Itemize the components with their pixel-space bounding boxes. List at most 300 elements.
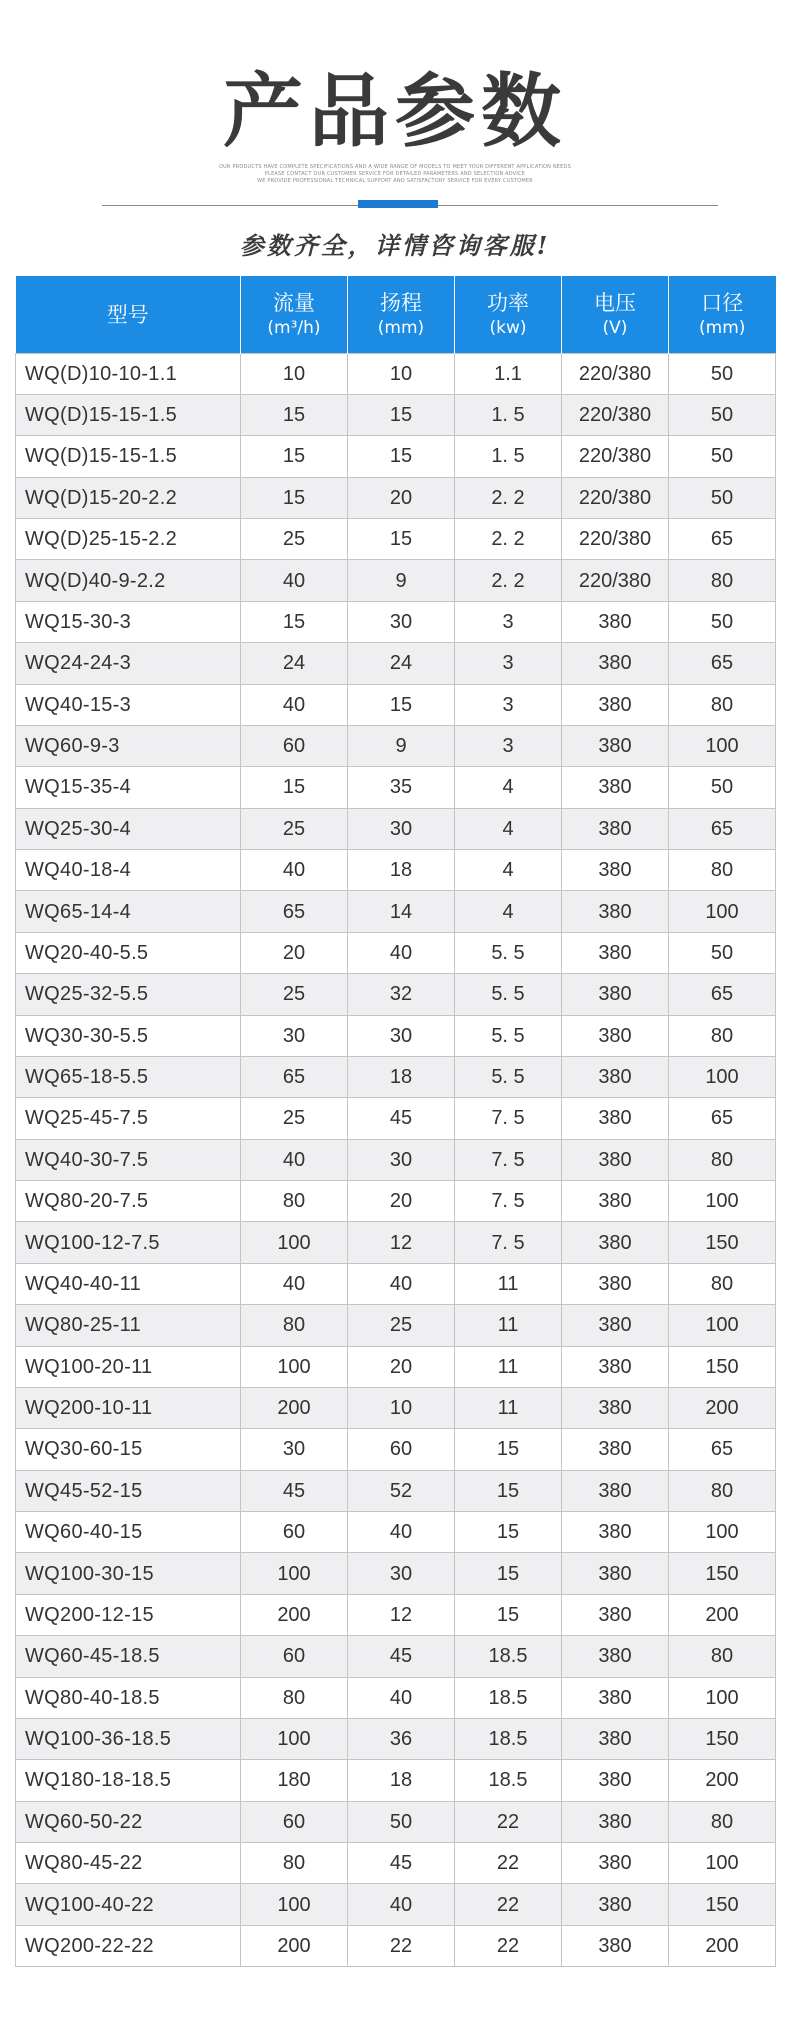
cell-model: WQ30-30-5.5 <box>16 1015 241 1056</box>
cell-caliber: 80 <box>669 1139 776 1180</box>
cell-caliber: 80 <box>669 850 776 891</box>
cell-voltage: 380 <box>562 643 669 684</box>
cell-head: 36 <box>348 1718 455 1759</box>
cell-power: 7. 5 <box>455 1098 562 1139</box>
cell-flow: 25 <box>241 808 348 849</box>
cell-power: 22 <box>455 1884 562 1925</box>
cell-voltage: 380 <box>562 1760 669 1801</box>
cell-model: WQ80-40-18.5 <box>16 1677 241 1718</box>
cell-caliber: 200 <box>669 1387 776 1428</box>
cell-caliber: 200 <box>669 1760 776 1801</box>
cell-voltage: 380 <box>562 684 669 725</box>
parameter-table <box>15 276 776 1967</box>
table-row <box>16 1677 776 1718</box>
cell-power: 11 <box>455 1305 562 1346</box>
table-row <box>16 850 776 891</box>
cell-voltage: 380 <box>562 1346 669 1387</box>
cell-flow: 200 <box>241 1387 348 1428</box>
header-caliber-label: 口径 <box>701 291 744 316</box>
header-voltage-label: 电压 <box>594 291 636 316</box>
cell-flow: 100 <box>241 1222 348 1263</box>
table-row <box>16 436 776 477</box>
cell-head: 25 <box>348 1305 455 1346</box>
cell-voltage: 380 <box>562 1139 669 1180</box>
cell-caliber: 80 <box>669 1015 776 1056</box>
table-row <box>16 1263 776 1304</box>
table-row <box>16 1139 776 1180</box>
cell-model: WQ40-18-4 <box>16 850 241 891</box>
cell-flow: 200 <box>241 1594 348 1635</box>
table-row <box>16 1429 776 1470</box>
table-row <box>16 1636 776 1677</box>
cell-head: 12 <box>348 1594 455 1635</box>
cell-model: WQ(D)15-15-1.5 <box>16 436 241 477</box>
table-row <box>16 519 776 560</box>
table-row <box>16 1884 776 1925</box>
cell-voltage: 380 <box>562 1098 669 1139</box>
cell-flow: 45 <box>241 1470 348 1511</box>
table-row <box>16 1801 776 1842</box>
cell-power: 7. 5 <box>455 1222 562 1263</box>
header-head <box>348 276 455 353</box>
cell-power: 15 <box>455 1429 562 1470</box>
cell-head: 40 <box>348 1677 455 1718</box>
cell-caliber: 50 <box>669 932 776 973</box>
cell-voltage: 380 <box>562 974 669 1015</box>
cell-flow: 65 <box>241 1056 348 1097</box>
header-power-unit: (kw) <box>489 318 527 339</box>
header-model-label: 型号 <box>106 303 149 328</box>
table-header-row <box>16 276 776 353</box>
cell-power: 3 <box>455 643 562 684</box>
cell-voltage: 380 <box>562 808 669 849</box>
table-row <box>16 1843 776 1884</box>
cell-head: 18 <box>348 850 455 891</box>
cell-model: WQ60-9-3 <box>16 725 241 766</box>
cell-head: 10 <box>348 1387 455 1428</box>
cell-voltage: 380 <box>562 1594 669 1635</box>
cell-power: 22 <box>455 1801 562 1842</box>
cell-model: WQ65-14-4 <box>16 891 241 932</box>
cell-flow: 200 <box>241 1925 348 1966</box>
table-row <box>16 1760 776 1801</box>
cell-power: 2. 2 <box>455 477 562 518</box>
cell-voltage: 380 <box>562 1553 669 1594</box>
cell-model: WQ60-45-18.5 <box>16 1636 241 1677</box>
cell-head: 52 <box>348 1470 455 1511</box>
table-row <box>16 1056 776 1097</box>
table-row <box>16 1181 776 1222</box>
cell-power: 15 <box>455 1512 562 1553</box>
cell-caliber: 100 <box>669 1677 776 1718</box>
table-row <box>16 932 776 973</box>
cell-head: 45 <box>348 1636 455 1677</box>
cell-caliber: 100 <box>669 1056 776 1097</box>
cell-flow: 40 <box>241 1263 348 1304</box>
header-flow <box>241 276 348 353</box>
cell-caliber: 80 <box>669 1263 776 1304</box>
cell-voltage: 220/380 <box>562 394 669 435</box>
cell-flow: 15 <box>241 477 348 518</box>
cell-flow: 25 <box>241 519 348 560</box>
cell-voltage: 380 <box>562 1387 669 1428</box>
table-row <box>16 353 776 394</box>
cell-voltage: 380 <box>562 1677 669 1718</box>
cell-caliber: 150 <box>669 1718 776 1759</box>
cell-flow: 20 <box>241 932 348 973</box>
cell-caliber: 150 <box>669 1222 776 1263</box>
header-caliber <box>669 276 776 353</box>
header-power-label: 功率 <box>487 291 529 316</box>
cell-power: 3 <box>455 684 562 725</box>
cell-head: 30 <box>348 1015 455 1056</box>
cell-flow: 60 <box>241 1512 348 1553</box>
cell-caliber: 150 <box>669 1553 776 1594</box>
table-row <box>16 1305 776 1346</box>
cell-model: WQ100-40-22 <box>16 1884 241 1925</box>
cell-voltage: 380 <box>562 1470 669 1511</box>
cell-voltage: 220/380 <box>562 560 669 601</box>
cell-head: 35 <box>348 767 455 808</box>
table-row <box>16 1098 776 1139</box>
table-row <box>16 974 776 1015</box>
cell-voltage: 220/380 <box>562 519 669 560</box>
header-voltage <box>562 276 669 353</box>
cell-flow: 15 <box>241 767 348 808</box>
cell-model: WQ100-30-15 <box>16 1553 241 1594</box>
cell-caliber: 80 <box>669 1801 776 1842</box>
cell-voltage: 380 <box>562 932 669 973</box>
cell-flow: 30 <box>241 1429 348 1470</box>
cell-caliber: 65 <box>669 1429 776 1470</box>
cell-head: 15 <box>348 436 455 477</box>
header-caliber-unit: (mm) <box>699 318 746 339</box>
table-row <box>16 1594 776 1635</box>
cell-caliber: 80 <box>669 560 776 601</box>
header-power <box>455 276 562 353</box>
cell-head: 18 <box>348 1056 455 1097</box>
table-row <box>16 725 776 766</box>
cell-model: WQ100-36-18.5 <box>16 1718 241 1759</box>
cell-caliber: 80 <box>669 1470 776 1511</box>
cell-head: 15 <box>348 394 455 435</box>
header-voltage-unit: (V) <box>602 318 628 339</box>
cell-model: WQ45-52-15 <box>16 1470 241 1511</box>
cell-flow: 25 <box>241 974 348 1015</box>
cell-voltage: 380 <box>562 725 669 766</box>
cell-power: 1. 5 <box>455 436 562 477</box>
cell-flow: 10 <box>241 353 348 394</box>
cell-power: 22 <box>455 1843 562 1884</box>
cell-flow: 30 <box>241 1015 348 1056</box>
cell-model: WQ200-22-22 <box>16 1925 241 1966</box>
table-row <box>16 684 776 725</box>
cell-model: WQ(D)10-10-1.1 <box>16 353 241 394</box>
cell-flow: 100 <box>241 1718 348 1759</box>
table-row <box>16 1346 776 1387</box>
cell-model: WQ25-30-4 <box>16 808 241 849</box>
cell-flow: 65 <box>241 891 348 932</box>
cell-voltage: 380 <box>562 1305 669 1346</box>
cell-head: 40 <box>348 1263 455 1304</box>
cell-flow: 80 <box>241 1305 348 1346</box>
cell-head: 30 <box>348 1139 455 1180</box>
cell-caliber: 100 <box>669 1512 776 1553</box>
cell-flow: 15 <box>241 394 348 435</box>
cell-head: 50 <box>348 1801 455 1842</box>
cell-head: 45 <box>348 1843 455 1884</box>
cell-caliber: 50 <box>669 477 776 518</box>
table-row <box>16 601 776 642</box>
cell-power: 7. 5 <box>455 1139 562 1180</box>
cell-power: 18.5 <box>455 1718 562 1759</box>
cell-voltage: 380 <box>562 1181 669 1222</box>
cell-power: 3 <box>455 725 562 766</box>
cell-voltage: 380 <box>562 1056 669 1097</box>
cell-flow: 80 <box>241 1843 348 1884</box>
table-body <box>16 353 776 1967</box>
cell-model: WQ(D)40-9-2.2 <box>16 560 241 601</box>
cell-head: 9 <box>348 560 455 601</box>
cell-flow: 80 <box>241 1677 348 1718</box>
cell-flow: 40 <box>241 850 348 891</box>
table-row <box>16 891 776 932</box>
cell-caliber: 100 <box>669 1305 776 1346</box>
cell-caliber: 50 <box>669 394 776 435</box>
cell-caliber: 50 <box>669 353 776 394</box>
header-head-label: 扬程 <box>380 291 422 316</box>
cell-caliber: 65 <box>669 1098 776 1139</box>
cell-voltage: 380 <box>562 1843 669 1884</box>
cell-power: 1. 5 <box>455 394 562 435</box>
title-accent-bar <box>358 200 438 208</box>
cell-voltage: 380 <box>562 1718 669 1759</box>
cell-voltage: 380 <box>562 601 669 642</box>
cell-voltage: 380 <box>562 850 669 891</box>
cell-power: 18.5 <box>455 1677 562 1718</box>
english-subtitle-line: OUR PRODUCTS HAVE COMPLETE SPECIFICATIONS AND A WIDE RANGE OF MODELS TO MEET YOUR DIFFERENT APPLICATION NEEDS <box>219 164 571 170</box>
cell-power: 2. 2 <box>455 560 562 601</box>
cell-caliber: 100 <box>669 1843 776 1884</box>
cell-power: 2. 2 <box>455 519 562 560</box>
cell-power: 15 <box>455 1470 562 1511</box>
cell-head: 12 <box>348 1222 455 1263</box>
cell-head: 9 <box>348 725 455 766</box>
cell-voltage: 380 <box>562 1884 669 1925</box>
cell-head: 15 <box>348 684 455 725</box>
cell-head: 22 <box>348 1925 455 1966</box>
cell-caliber: 80 <box>669 684 776 725</box>
page-title: 产品参数 <box>223 65 567 158</box>
cell-caliber: 80 <box>669 1636 776 1677</box>
cell-power: 4 <box>455 808 562 849</box>
cell-power: 18.5 <box>455 1760 562 1801</box>
cell-power: 7. 5 <box>455 1181 562 1222</box>
table-row <box>16 1470 776 1511</box>
cell-head: 18 <box>348 1760 455 1801</box>
cell-flow: 15 <box>241 436 348 477</box>
cell-head: 30 <box>348 601 455 642</box>
cell-flow: 40 <box>241 560 348 601</box>
cell-model: WQ25-45-7.5 <box>16 1098 241 1139</box>
cell-head: 15 <box>348 519 455 560</box>
cell-model: WQ80-25-11 <box>16 1305 241 1346</box>
cell-voltage: 220/380 <box>562 436 669 477</box>
cell-caliber: 100 <box>669 891 776 932</box>
cell-caliber: 150 <box>669 1346 776 1387</box>
table-row <box>16 1222 776 1263</box>
cell-flow: 60 <box>241 1801 348 1842</box>
cell-model: WQ40-30-7.5 <box>16 1139 241 1180</box>
cell-power: 1.1 <box>455 353 562 394</box>
page-header <box>0 0 790 275</box>
table-row <box>16 394 776 435</box>
cell-model: WQ24-24-3 <box>16 643 241 684</box>
cell-flow: 180 <box>241 1760 348 1801</box>
cell-head: 30 <box>348 1553 455 1594</box>
cell-flow: 40 <box>241 1139 348 1180</box>
cell-model: WQ60-50-22 <box>16 1801 241 1842</box>
cell-model: WQ30-60-15 <box>16 1429 241 1470</box>
cell-head: 40 <box>348 1884 455 1925</box>
cell-flow: 60 <box>241 1636 348 1677</box>
cell-model: WQ(D)15-20-2.2 <box>16 477 241 518</box>
cell-model: WQ100-20-11 <box>16 1346 241 1387</box>
cell-head: 24 <box>348 643 455 684</box>
cell-model: WQ40-15-3 <box>16 684 241 725</box>
cell-power: 15 <box>455 1553 562 1594</box>
cell-model: WQ200-12-15 <box>16 1594 241 1635</box>
cell-caliber: 100 <box>669 1181 776 1222</box>
cell-voltage: 380 <box>562 891 669 932</box>
cell-model: WQ200-10-11 <box>16 1387 241 1428</box>
cell-model: WQ80-20-7.5 <box>16 1181 241 1222</box>
table-row <box>16 1925 776 1966</box>
cell-voltage: 380 <box>562 1512 669 1553</box>
cell-model: WQ100-12-7.5 <box>16 1222 241 1263</box>
cell-power: 22 <box>455 1925 562 1966</box>
cell-voltage: 380 <box>562 1222 669 1263</box>
slogan: 参数齐全，详情咨询客服! <box>239 231 551 260</box>
header-model <box>16 276 241 353</box>
cell-model: WQ15-35-4 <box>16 767 241 808</box>
cell-caliber: 65 <box>669 974 776 1015</box>
cell-caliber: 65 <box>669 808 776 849</box>
cell-caliber: 100 <box>669 725 776 766</box>
cell-model: WQ(D)25-15-2.2 <box>16 519 241 560</box>
header-flow-label: 流量 <box>273 291 315 316</box>
cell-caliber: 200 <box>669 1594 776 1635</box>
header-head-unit: (mm) <box>377 318 425 339</box>
cell-head: 20 <box>348 1346 455 1387</box>
cell-voltage: 380 <box>562 767 669 808</box>
cell-model: WQ25-32-5.5 <box>16 974 241 1015</box>
cell-flow: 40 <box>241 684 348 725</box>
cell-voltage: 380 <box>562 1429 669 1470</box>
cell-power: 11 <box>455 1263 562 1304</box>
cell-power: 5. 5 <box>455 1015 562 1056</box>
cell-caliber: 200 <box>669 1925 776 1966</box>
english-subtitle <box>160 164 630 185</box>
cell-voltage: 380 <box>562 1263 669 1304</box>
cell-power: 11 <box>455 1387 562 1428</box>
cell-flow: 100 <box>241 1346 348 1387</box>
cell-flow: 60 <box>241 725 348 766</box>
cell-flow: 25 <box>241 1098 348 1139</box>
cell-caliber: 50 <box>669 767 776 808</box>
cell-model: WQ180-18-18.5 <box>16 1760 241 1801</box>
table-row <box>16 643 776 684</box>
cell-model: WQ15-30-3 <box>16 601 241 642</box>
cell-head: 40 <box>348 1512 455 1553</box>
cell-voltage: 220/380 <box>562 477 669 518</box>
cell-flow: 80 <box>241 1181 348 1222</box>
cell-flow: 15 <box>241 601 348 642</box>
cell-power: 5. 5 <box>455 974 562 1015</box>
cell-caliber: 50 <box>669 436 776 477</box>
cell-head: 20 <box>348 1181 455 1222</box>
cell-power: 15 <box>455 1594 562 1635</box>
cell-model: WQ60-40-15 <box>16 1512 241 1553</box>
cell-caliber: 65 <box>669 643 776 684</box>
cell-power: 4 <box>455 767 562 808</box>
table-row <box>16 1512 776 1553</box>
cell-model: WQ20-40-5.5 <box>16 932 241 973</box>
cell-model: WQ40-40-11 <box>16 1263 241 1304</box>
cell-caliber: 150 <box>669 1884 776 1925</box>
cell-flow: 100 <box>241 1553 348 1594</box>
cell-head: 32 <box>348 974 455 1015</box>
table-row <box>16 1015 776 1056</box>
cell-flow: 24 <box>241 643 348 684</box>
cell-voltage: 380 <box>562 1636 669 1677</box>
table-row <box>16 767 776 808</box>
cell-head: 30 <box>348 808 455 849</box>
cell-power: 18.5 <box>455 1636 562 1677</box>
cell-flow: 100 <box>241 1884 348 1925</box>
cell-power: 5. 5 <box>455 932 562 973</box>
cell-power: 5. 5 <box>455 1056 562 1097</box>
table-row <box>16 1387 776 1428</box>
cell-head: 45 <box>348 1098 455 1139</box>
cell-model: WQ80-45-22 <box>16 1843 241 1884</box>
cell-power: 4 <box>455 850 562 891</box>
cell-voltage: 380 <box>562 1015 669 1056</box>
table-row <box>16 1718 776 1759</box>
cell-head: 10 <box>348 353 455 394</box>
cell-caliber: 50 <box>669 601 776 642</box>
header-flow-unit: (m³/h) <box>267 318 321 339</box>
cell-head: 14 <box>348 891 455 932</box>
cell-power: 3 <box>455 601 562 642</box>
table-row <box>16 808 776 849</box>
cell-voltage: 380 <box>562 1801 669 1842</box>
cell-voltage: 380 <box>562 1925 669 1966</box>
english-subtitle-line: PLEASE CONTACT OUR CUSTOMER SERVICE FOR DETAILED PARAMETERS AND SELECTION ADVICE <box>264 171 526 177</box>
table-row <box>16 1553 776 1594</box>
cell-power: 4 <box>455 891 562 932</box>
cell-power: 11 <box>455 1346 562 1387</box>
cell-caliber: 65 <box>669 519 776 560</box>
cell-head: 20 <box>348 477 455 518</box>
table-row <box>16 477 776 518</box>
cell-model: WQ(D)15-15-1.5 <box>16 394 241 435</box>
cell-voltage: 220/380 <box>562 353 669 394</box>
english-subtitle-line: WE PROVIDE PROFESSIONAL TECHNICAL SUPPORT AND SATISFACTORY SERVICE FOR EVERY CUSTOMER <box>257 178 533 184</box>
cell-head: 60 <box>348 1429 455 1470</box>
cell-model: WQ65-18-5.5 <box>16 1056 241 1097</box>
table-row <box>16 560 776 601</box>
